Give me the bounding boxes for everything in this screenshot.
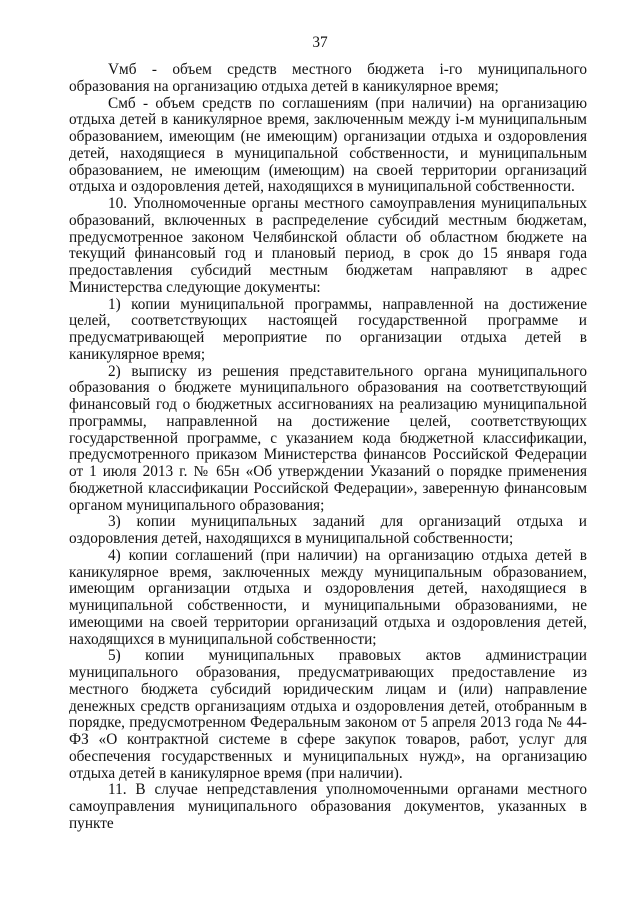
paragraph-item-3: 3) копии муниципальных заданий для организаций отдыха и оздоровления детей, находящихся в муниципальной собственности;: [69, 513, 587, 547]
paragraph-item-1: 1) копии муниципальной программы, направленной на достижение целей, соответствующих настоящей государственной программе и предусматривающей мероприятие по организации отдыха детей в каникулярное время;: [69, 295, 587, 363]
document-body: [69, 62, 587, 833]
paragraph-item-4: 4) копии соглашений (при наличии) на организацию отдыха детей в каникулярное время, заключенных между муниципальным образованием, имеющим организации отдыха и оздоровления детей, находящиеся в муниципальной собственности, и муниципальными образованиями, не имеющими на своей территории организаций отдыха и оздоровления детей, находящихся в муниципальной собственности;: [69, 546, 587, 648]
page-number: 37: [312, 34, 328, 51]
paragraph-clause-10: 10. Уполномоченные органы местного самоуправления муниципальных образований, включенных в распределение субсидий местным бюджетам, предусмотренное законом Челябинской области об областном бюджете на текущий финансовый год и плановый период, в срок до 15 января года предоставления субсидий местным бюджетам направляют в адрес Министерства следующие документы:: [69, 195, 587, 296]
paragraph-c-mb-definition: Смб - объем средств по соглашениям (при наличии) на организацию отдыха детей в каникулярное время, заключенным между i-м муниципальным образованием, имеющим (не имеющим) организации отдыха и оздоровления детей, находящиеся в муниципальной собственности, и муниципальным образованием, не имеющим (имеющим) на своей территории организаций отдыха и оздоровления детей, находящихся в муниципальной собственности.: [69, 94, 587, 196]
paragraph-v-mb-definition: Vмб - объем средств местного бюджета i-го муниципального образования на организацию отдыха детей в каникулярное время;: [69, 61, 587, 95]
paragraph-item-5: 5) копии муниципальных правовых актов администрации муниципального образования, предусматривающих предоставление из местного бюджета субсидий юридическим лицам и (или) направление денежных средств организациям отдыха и оздоровления детей, отобранным в порядке, предусмотренном Федеральным законом от 5 апреля 2013 года № 44-ФЗ «О контрактной системе в сфере закупок товаров, работ, услуг для обеспечения государственных и муниципальных нужд», на организацию отдыха детей в каникулярное время (при наличии).: [69, 647, 587, 782]
paragraph-clause-11: 11. В случае непредставления уполномоченными органами местного самоуправления муниципального образования документов, указанных в пункте: [69, 781, 587, 832]
paragraph-item-2: 2) выписку из решения представительного органа муниципального образования о бюджете муниципального образования на соответствующий финансовый год о бюджетных ассигнованиях на реализацию муниципальной программы, направленной на достижение целей, соответствующих государственной программе, с указанием кода бюджетной классификации, предусмотренного приказом Министерства финансов Российской Федерации от 1 июля 2013 г. № 65н «Об утверждении Указаний о порядке применения бюджетной классификации Российской Федерации», заверенную финансовым органом муниципального образования;: [69, 362, 587, 514]
